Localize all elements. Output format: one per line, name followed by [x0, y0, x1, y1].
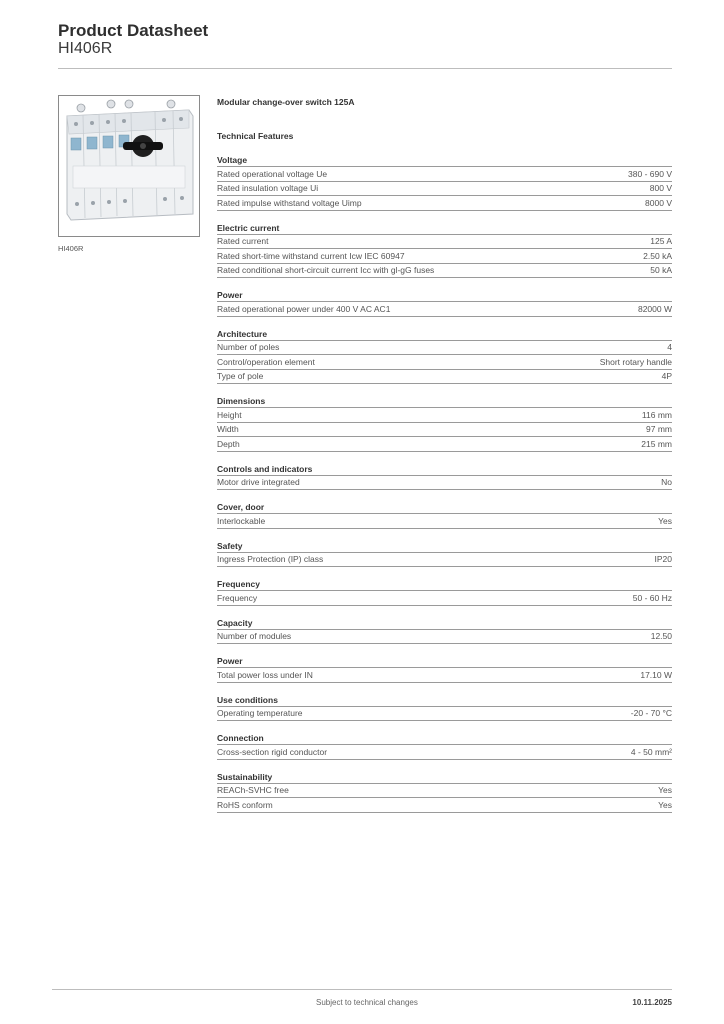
section-title: Dimensions: [217, 396, 266, 406]
product-image: [58, 95, 200, 237]
spec-section: [217, 463, 672, 491]
footer-date: 10.11.2025: [632, 998, 672, 1007]
section-title: Connection: [217, 733, 264, 743]
spec-value: Yes: [658, 799, 672, 810]
section-title: Architecture: [217, 328, 268, 339]
spec-row: [217, 263, 672, 279]
spec-row: [217, 552, 672, 568]
footer-divider: [52, 989, 672, 990]
spec-value: 116 mm: [641, 409, 672, 420]
spec-section: [217, 655, 672, 683]
spec-label: Rated insulation voltage Ui: [217, 183, 319, 194]
spec-label: Operating temperature: [217, 708, 303, 719]
spec-section: [217, 540, 672, 568]
spec-rows: [217, 552, 672, 568]
spec-row: [217, 340, 672, 355]
spec-label: Ingress Protection (IP) class: [217, 554, 324, 565]
spec-label: Number of poles: [217, 342, 280, 353]
section-title: Power: [217, 656, 243, 666]
spec-value: Short rotary handle: [599, 356, 672, 367]
spec-section: [217, 328, 672, 385]
spec-row: [217, 166, 672, 181]
spec-value: 4: [667, 342, 672, 353]
section-title: Cover, door: [217, 502, 265, 512]
spec-sections: [217, 154, 672, 813]
spec-row: [217, 248, 672, 263]
spec-row: [217, 436, 672, 452]
spec-row: [217, 667, 672, 683]
spec-value: 215 mm: [641, 438, 672, 449]
spec-label: Rated conditional short-circuit current Icc with gl-gG fuses: [217, 265, 435, 276]
spec-label: Frequency: [217, 592, 258, 603]
spec-section: [217, 732, 672, 760]
spec-rows: [217, 301, 672, 317]
spec-rows: [217, 166, 672, 211]
spec-row: [217, 513, 672, 529]
spec-rows: [217, 744, 672, 760]
footer-note: Subject to technical changes: [316, 998, 418, 1007]
spec-row: [217, 475, 672, 491]
spec-row: [217, 354, 672, 369]
change-over-switch-illustration: [59, 96, 199, 236]
spec-row: [217, 195, 672, 211]
spec-value: Yes: [658, 515, 672, 526]
spec-row: [217, 706, 672, 722]
spec-label: Rated operational voltage Ue: [217, 168, 328, 179]
spec-value: 4 - 50 mm²: [630, 746, 672, 757]
spec-value: 380 - 690 V: [628, 168, 672, 179]
spec-row: [217, 234, 672, 249]
section-title: Use conditions: [217, 694, 278, 705]
section-title: Controls and indicators: [217, 463, 313, 474]
page-title: Product Datasheet: [58, 21, 209, 40]
spec-value: 97 mm: [646, 424, 672, 435]
spec-value: 50 - 60 Hz: [632, 592, 672, 603]
spec-row: [217, 422, 672, 437]
spec-row: [217, 783, 672, 798]
spec-rows: [217, 667, 672, 683]
spec-value: 50 kA: [650, 265, 672, 276]
section-title: Safety: [217, 540, 243, 551]
spec-row: [217, 181, 672, 196]
spec-label: Width: [217, 424, 239, 435]
spec-section: [217, 617, 672, 645]
spec-section: [217, 222, 672, 279]
spec-rows: [217, 629, 672, 645]
product-code: HI406R: [58, 40, 113, 57]
spec-label: RoHS conform: [217, 799, 273, 810]
spec-section: [217, 771, 672, 813]
spec-section: [217, 395, 672, 452]
spec-rows: [217, 340, 672, 385]
spec-label: Rated operational power under 400 V AC AC1: [217, 303, 391, 314]
spec-row: [217, 797, 672, 813]
spec-value: No: [661, 477, 672, 488]
spec-row: [217, 744, 672, 760]
spec-value: 125 A: [650, 236, 672, 247]
spec-section: [217, 154, 672, 211]
spec-label: Interlockable: [217, 515, 266, 526]
image-caption: HI406R: [58, 244, 84, 253]
spec-label: Total power loss under IN: [217, 669, 313, 680]
spec-value: 4P: [661, 371, 672, 382]
spec-label: Type of pole: [217, 371, 264, 382]
spec-label: REACh-SVHC free: [217, 785, 289, 796]
section-title: Frequency: [217, 579, 260, 589]
spec-row: [217, 369, 672, 385]
spec-row: [217, 590, 672, 606]
spec-section: [217, 501, 672, 529]
spec-section: [217, 578, 672, 606]
spec-value: 17.10 W: [640, 669, 672, 680]
spec-rows: [217, 475, 672, 491]
spec-section: [217, 289, 672, 317]
spec-value: 8000 V: [645, 197, 672, 208]
spec-content: [217, 96, 672, 824]
spec-rows: [217, 590, 672, 606]
spec-row: [217, 301, 672, 317]
product-description: Modular change-over switch 125A: [217, 97, 355, 107]
spec-value: -20 - 70 °C: [630, 708, 672, 719]
spec-value: IP20: [654, 554, 672, 565]
spec-rows: [217, 407, 672, 452]
spec-label: Rated short-time withstand current Icw IEC 60947: [217, 250, 405, 261]
section-title: Electric current: [217, 222, 280, 233]
spec-section: [217, 694, 672, 722]
spec-label: Depth: [217, 438, 240, 449]
technical-features-heading: Technical Features: [217, 131, 294, 141]
spec-rows: [217, 783, 672, 813]
spec-label: Height: [217, 409, 242, 420]
spec-value: 800 V: [649, 183, 672, 194]
spec-row: [217, 629, 672, 645]
section-title: Sustainability: [217, 771, 273, 782]
section-title: Voltage: [217, 155, 248, 165]
spec-value: 2.50 kA: [643, 250, 672, 261]
spec-value: Yes: [658, 785, 672, 796]
spec-label: Number of modules: [217, 631, 292, 642]
spec-label: Rated impulse withstand voltage Uimp: [217, 197, 362, 208]
spec-rows: [217, 513, 672, 529]
header-divider: [58, 68, 672, 69]
spec-row: [217, 407, 672, 422]
spec-value: 12.50: [650, 631, 672, 642]
section-title: Capacity: [217, 617, 253, 628]
spec-label: Motor drive integrated: [217, 477, 300, 488]
spec-rows: [217, 706, 672, 722]
spec-rows: [217, 234, 672, 279]
section-title: Power: [217, 290, 243, 300]
spec-label: Control/operation element: [217, 356, 315, 367]
spec-value: 82000 W: [637, 303, 672, 314]
spec-label: Rated current: [217, 236, 269, 247]
spec-label: Cross-section rigid conductor: [217, 746, 328, 757]
